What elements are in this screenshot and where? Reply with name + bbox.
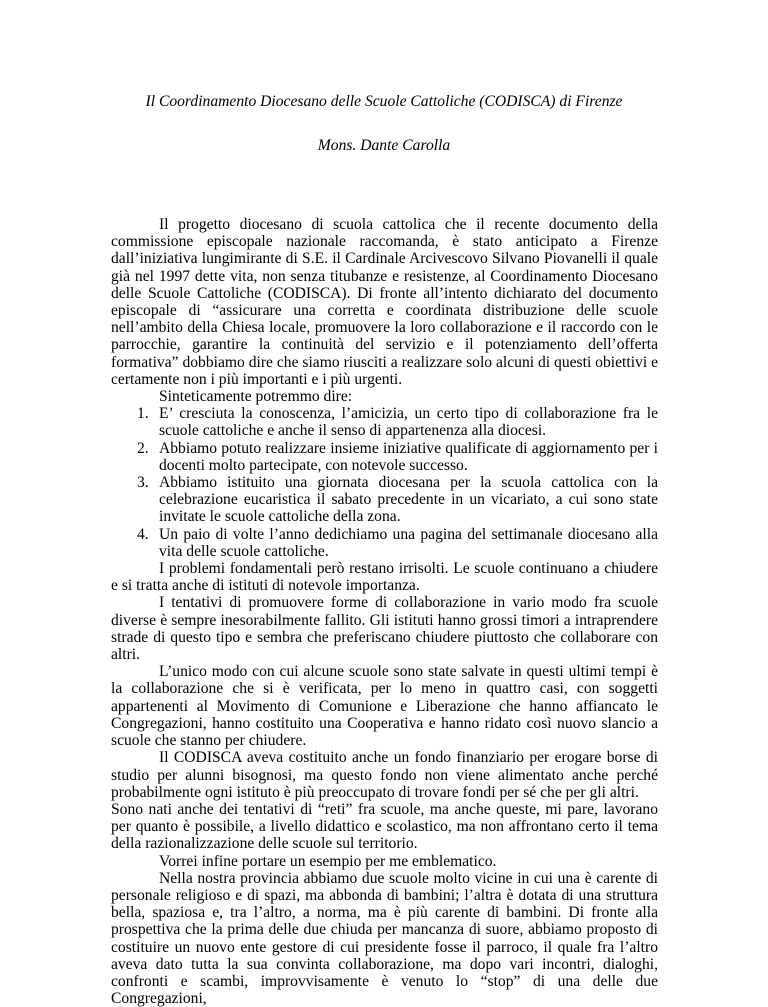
- list-item: [137, 405, 658, 440]
- paragraph: Il CODISCA aveva costituito anche un fondo finanziario per erogare borse di studio per alunni bisognosi, ma questo fondo non viene alimentato anche perché probabilmente ogni istituto è più preoccupato di trovare fondi per sé che per gli altri.: [111, 749, 658, 801]
- paragraph: I problemi fondamentali però restano irrisolti. Le scuole continuano a chiudere e si tratta anche di istituti di notevole importanza.: [111, 560, 658, 595]
- list-item: [137, 525, 658, 560]
- list-item-number: 2.: [137, 439, 149, 457]
- paragraph: L’unico modo con cui alcune scuole sono state salvate in questi ultimi tempi è la collaborazione che si è verificata, per lo meno in quattro casi, con soggetti appartenenti al Movimento di Comunione e Liberazione che hanno affiancato le Congregazioni, hanno costituito una Cooperativa e hanno ridato così nuovo slancio a scuole che stanno per chiudere.: [111, 663, 658, 750]
- document-body: [111, 216, 658, 1007]
- document-author: Mons. Dante Carolla: [317, 137, 451, 154]
- list-item-number: 1.: [137, 405, 149, 423]
- paragraph: Nella nostra provincia abbiamo due scuole molto vicine in cui una è carente di personale religioso e di spazi, ma abbonda di bambini; l’altra è dotata di una struttura bella, spaziosa e, tra l’altro, a norma, ma è più carente di bambini. Di fronte alla prospettiva che la prima delle due chiuda per mancanza di suore, abbiamo proposto di costituire un nuovo ente gestore di cui presidente fosse il parroco, il quale fra l’altro aveva dato tutta la sua convinta collaborazione, ma dopo vari incontri, dialoghi, confronti e scambi, improvvisamente è venuto lo “stop” di una delle due Congregazioni,: [111, 869, 658, 1007]
- list-item-text: Abbiamo potuto realizzare insieme iniziative qualificate di aggiornamento per i docenti molto partecipate, con notevole successo.: [159, 439, 658, 474]
- list-item: [137, 439, 658, 474]
- list-item-number: 4.: [137, 525, 149, 543]
- document-title: Il Coordinamento Diocesano delle Scuole Cattoliche (CODISCA) di Firenze: [145, 93, 623, 110]
- list-item: [137, 474, 658, 526]
- paragraph: Sono nati anche dei tentativi di “reti” fra scuole, ma anche queste, mi pare, lavorano per quanto è possibile, a livello didattico e scolastico, ma non affrontano certo il tema della razionalizzazione delle scuole sul territorio.: [111, 800, 658, 853]
- paragraph: I tentativi di promuovere forme di collaborazione in vario modo fra scuole diverse è sempre inesorabilmente fallito. Gli istituti hanno grossi timori a intraprendere strade di questo tipo e sembra che preferiscano chiudere piuttosto che collaborare con altri.: [111, 594, 658, 664]
- list-item-text: Abbiamo istituito una giornata diocesana per la scuola cattolica con la celebrazione eucaristica il sabato precedente in un vicariato, a cui sono state invitate le scuole cattoliche della zona.: [159, 474, 658, 526]
- paragraph-intro: Il progetto diocesano di scuola cattolica che il recente documento della commissione episcopale nazionale raccomanda, è stato anticipato a Firenze dall’iniziativa lungimirante di S.E. il Cardinale Arcivescovo Silvano Piovanelli il quale già nel 1997 dette vita, non senza titubanze e resistenze, al Coordinamento Diocesano delle Scuole Cattoliche (CODISCA). Di fronte all’intento dichiarato del documento episcopale di “assicurare una corretta e coordinata distribuzione delle scuole nell’ambito della Chiesa locale, promuovere la loro collaborazione e il raccordo con le parrocchie, garantire la continuità del servizio e il potenziamento dell’offerta formativa” dobbiamo dire che siamo riusciti a realizzare solo alcuni di questi obiettivi e certamente non i più importanti e i più urgenti.: [111, 216, 658, 388]
- list-item-text: Un paio di volte l’anno dedichiamo una pagina del settimanale diocesano alla vita delle scuole cattoliche.: [159, 525, 658, 560]
- summary-list: [111, 405, 658, 560]
- paragraph-summary-lead: Sinteticamente potremmo dire:: [159, 388, 353, 406]
- list-item-number: 3.: [137, 474, 149, 492]
- paragraph: Vorrei infine portare un esempio per me emblematico.: [159, 852, 497, 870]
- list-item-text: E’ cresciuta la conoscenza, l’amicizia, un certo tipo di collaborazione fra le scuole cattoliche e anche il senso di appartenenza alla diocesi.: [159, 405, 658, 440]
